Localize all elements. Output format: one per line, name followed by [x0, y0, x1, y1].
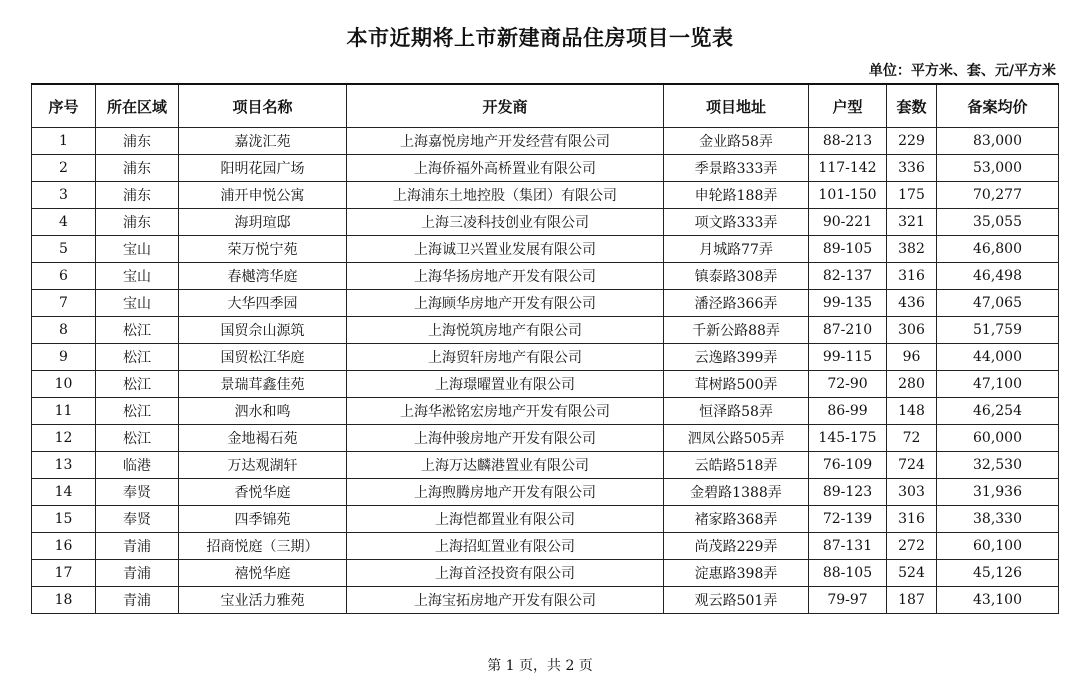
table-row — [32, 506, 1059, 533]
developer-cell: 上海悦筑房地产有限公司 — [347, 317, 664, 344]
table-row — [32, 290, 1059, 317]
developer-cell: 上海首泾投资有限公司 — [347, 560, 664, 587]
average-price-cell: 60,000 — [937, 425, 1059, 452]
table-row — [32, 236, 1059, 263]
row-number-cell: 10 — [32, 371, 96, 398]
average-price-cell: 43,100 — [937, 587, 1059, 614]
project-name-cell: 禧悦华庭 — [179, 560, 347, 587]
average-price-cell: 32,530 — [937, 452, 1059, 479]
unit-size-cell: 145-175 — [809, 425, 887, 452]
row-number-cell: 9 — [32, 344, 96, 371]
column-header: 序号 — [32, 84, 96, 128]
address-cell: 尚茂路229弄 — [664, 533, 809, 560]
unit-count-cell: 148 — [887, 398, 937, 425]
unit-size-cell: 89-105 — [809, 236, 887, 263]
address-cell: 金业路58弄 — [664, 128, 809, 155]
average-price-cell: 83,000 — [937, 128, 1059, 155]
column-header: 户型 — [809, 84, 887, 128]
address-cell: 千新公路88弄 — [664, 317, 809, 344]
unit-count-cell: 306 — [887, 317, 937, 344]
table-row — [32, 155, 1059, 182]
unit-count-cell: 321 — [887, 209, 937, 236]
address-cell: 云逸路399弄 — [664, 344, 809, 371]
table-row — [32, 182, 1059, 209]
developer-cell: 上海仲骏房地产开发有限公司 — [347, 425, 664, 452]
district-cell: 青浦 — [96, 587, 179, 614]
unit-count-cell: 316 — [887, 506, 937, 533]
developer-cell: 上海煦腾房地产开发有限公司 — [347, 479, 664, 506]
unit-count-cell: 382 — [887, 236, 937, 263]
unit-size-cell: 87-210 — [809, 317, 887, 344]
address-cell: 观云路501弄 — [664, 587, 809, 614]
district-cell: 浦东 — [96, 128, 179, 155]
address-cell: 镇泰路308弄 — [664, 263, 809, 290]
unit-size-cell: 82-137 — [809, 263, 887, 290]
row-number-cell: 12 — [32, 425, 96, 452]
address-cell: 茸树路500弄 — [664, 371, 809, 398]
average-price-cell: 38,330 — [937, 506, 1059, 533]
project-name-cell: 宝业活力雅苑 — [179, 587, 347, 614]
developer-cell: 上海宝拓房地产开发有限公司 — [347, 587, 664, 614]
project-name-cell: 阳明花园广场 — [179, 155, 347, 182]
unit-note: 单位：平方米、套、元/平方米 — [868, 63, 1056, 79]
column-header: 开发商 — [347, 84, 664, 128]
row-number-cell: 4 — [32, 209, 96, 236]
district-cell: 宝山 — [96, 290, 179, 317]
unit-count-cell: 187 — [887, 587, 937, 614]
unit-size-cell: 79-97 — [809, 587, 887, 614]
district-cell: 松江 — [96, 344, 179, 371]
project-name-cell: 招商悦庭（三期） — [179, 533, 347, 560]
column-header: 项目名称 — [179, 84, 347, 128]
developer-cell: 上海浦东土地控股（集团）有限公司 — [347, 182, 664, 209]
developer-cell: 上海嘉悦房地产开发经营有限公司 — [347, 128, 664, 155]
unit-size-cell: 99-135 — [809, 290, 887, 317]
unit-count-cell: 303 — [887, 479, 937, 506]
row-number-cell: 6 — [32, 263, 96, 290]
developer-cell: 上海招虹置业有限公司 — [347, 533, 664, 560]
average-price-cell: 51,759 — [937, 317, 1059, 344]
address-cell: 金碧路1388弄 — [664, 479, 809, 506]
project-name-cell: 香悦华庭 — [179, 479, 347, 506]
district-cell: 松江 — [96, 425, 179, 452]
developer-cell: 上海恺都置业有限公司 — [347, 506, 664, 533]
table-row — [32, 452, 1059, 479]
average-price-cell: 44,000 — [937, 344, 1059, 371]
column-header: 项目地址 — [664, 84, 809, 128]
address-cell: 淀惠路398弄 — [664, 560, 809, 587]
unit-size-cell: 72-139 — [809, 506, 887, 533]
project-name-cell: 金地褐石苑 — [179, 425, 347, 452]
unit-count-cell: 96 — [887, 344, 937, 371]
developer-cell: 上海璟曜置业有限公司 — [347, 371, 664, 398]
project-name-cell: 大华四季园 — [179, 290, 347, 317]
address-cell: 月城路77弄 — [664, 236, 809, 263]
table-body — [32, 128, 1059, 614]
row-number-cell: 7 — [32, 290, 96, 317]
unit-count-cell: 229 — [887, 128, 937, 155]
unit-count-cell: 436 — [887, 290, 937, 317]
project-name-cell: 泗水和鸣 — [179, 398, 347, 425]
developer-cell: 上海万达麟港置业有限公司 — [347, 452, 664, 479]
row-number-cell: 3 — [32, 182, 96, 209]
unit-size-cell: 72-90 — [809, 371, 887, 398]
table-row — [32, 533, 1059, 560]
district-cell: 奉贤 — [96, 506, 179, 533]
address-cell: 泗凤公路505弄 — [664, 425, 809, 452]
address-cell: 潘泾路366弄 — [664, 290, 809, 317]
table-row — [32, 263, 1059, 290]
average-price-cell: 46,800 — [937, 236, 1059, 263]
unit-count-cell: 724 — [887, 452, 937, 479]
project-name-cell: 四季锦苑 — [179, 506, 347, 533]
average-price-cell: 47,065 — [937, 290, 1059, 317]
row-number-cell: 11 — [32, 398, 96, 425]
average-price-cell: 46,498 — [937, 263, 1059, 290]
unit-size-cell: 86-99 — [809, 398, 887, 425]
developer-cell: 上海诚卫兴置业发展有限公司 — [347, 236, 664, 263]
district-cell: 浦东 — [96, 182, 179, 209]
table-row — [32, 128, 1059, 155]
unit-size-cell: 87-131 — [809, 533, 887, 560]
row-number-cell: 14 — [32, 479, 96, 506]
row-number-cell: 17 — [32, 560, 96, 587]
unit-size-cell: 90-221 — [809, 209, 887, 236]
table-row — [32, 398, 1059, 425]
address-cell: 褚家路368弄 — [664, 506, 809, 533]
table-row — [32, 587, 1059, 614]
average-price-cell: 35,055 — [937, 209, 1059, 236]
developer-cell: 上海贸轩房地产有限公司 — [347, 344, 664, 371]
row-number-cell: 15 — [32, 506, 96, 533]
address-cell: 项文路333弄 — [664, 209, 809, 236]
unit-count-cell: 280 — [887, 371, 937, 398]
unit-count-cell: 316 — [887, 263, 937, 290]
page-title: 本市近期将上市新建商品住房项目一览表 — [346, 26, 734, 50]
project-name-cell: 春樾湾华庭 — [179, 263, 347, 290]
average-price-cell: 31,936 — [937, 479, 1059, 506]
district-cell: 宝山 — [96, 236, 179, 263]
average-price-cell: 45,126 — [937, 560, 1059, 587]
column-header: 备案均价 — [937, 84, 1059, 128]
row-number-cell: 18 — [32, 587, 96, 614]
developer-cell: 上海顾华房地产开发有限公司 — [347, 290, 664, 317]
developer-cell: 上海华淞铭宏房地产开发有限公司 — [347, 398, 664, 425]
unit-size-cell: 117-142 — [809, 155, 887, 182]
unit-size-cell: 99-115 — [809, 344, 887, 371]
average-price-cell: 70,277 — [937, 182, 1059, 209]
unit-size-cell: 76-109 — [809, 452, 887, 479]
row-number-cell: 13 — [32, 452, 96, 479]
row-number-cell: 1 — [32, 128, 96, 155]
district-cell: 浦东 — [96, 209, 179, 236]
project-name-cell: 国贸松江华庭 — [179, 344, 347, 371]
table-row — [32, 344, 1059, 371]
district-cell: 松江 — [96, 371, 179, 398]
column-header: 所在区域 — [96, 84, 179, 128]
table-row — [32, 425, 1059, 452]
row-number-cell: 16 — [32, 533, 96, 560]
unit-count-cell: 272 — [887, 533, 937, 560]
project-name-cell: 万达观湖轩 — [179, 452, 347, 479]
table-row — [32, 209, 1059, 236]
project-name-cell: 浦开申悦公寓 — [179, 182, 347, 209]
district-cell: 松江 — [96, 317, 179, 344]
average-price-cell: 53,000 — [937, 155, 1059, 182]
address-cell: 季景路333弄 — [664, 155, 809, 182]
table-row — [32, 317, 1059, 344]
unit-size-cell: 89-123 — [809, 479, 887, 506]
district-cell: 青浦 — [96, 533, 179, 560]
district-cell: 宝山 — [96, 263, 179, 290]
unit-size-cell: 88-105 — [809, 560, 887, 587]
unit-count-cell: 336 — [887, 155, 937, 182]
address-cell: 申轮路188弄 — [664, 182, 809, 209]
project-name-cell: 嘉泷汇苑 — [179, 128, 347, 155]
district-cell: 临港 — [96, 452, 179, 479]
address-cell: 云皓路518弄 — [664, 452, 809, 479]
row-number-cell: 8 — [32, 317, 96, 344]
district-cell: 浦东 — [96, 155, 179, 182]
project-name-cell: 海玥瑄邸 — [179, 209, 347, 236]
table-row — [32, 560, 1059, 587]
district-cell: 奉贤 — [96, 479, 179, 506]
address-cell: 恒泽路58弄 — [664, 398, 809, 425]
developer-cell: 上海华扬房地产开发有限公司 — [347, 263, 664, 290]
table-header-row — [32, 84, 1059, 128]
table-row — [32, 479, 1059, 506]
district-cell: 松江 — [96, 398, 179, 425]
average-price-cell: 47,100 — [937, 371, 1059, 398]
project-name-cell: 荣万悦宁苑 — [179, 236, 347, 263]
housing-projects-table — [31, 83, 1059, 614]
developer-cell: 上海三凌科技创业有限公司 — [347, 209, 664, 236]
unit-size-cell: 101-150 — [809, 182, 887, 209]
row-number-cell: 2 — [32, 155, 96, 182]
developer-cell: 上海侨福外高桥置业有限公司 — [347, 155, 664, 182]
page-footer: 第 1 页，共 2 页 — [487, 658, 593, 674]
unit-count-cell: 72 — [887, 425, 937, 452]
average-price-cell: 46,254 — [937, 398, 1059, 425]
average-price-cell: 60,100 — [937, 533, 1059, 560]
unit-count-cell: 175 — [887, 182, 937, 209]
unit-size-cell: 88-213 — [809, 128, 887, 155]
project-name-cell: 国贸佘山源筑 — [179, 317, 347, 344]
unit-count-cell: 524 — [887, 560, 937, 587]
district-cell: 青浦 — [96, 560, 179, 587]
row-number-cell: 5 — [32, 236, 96, 263]
table-row — [32, 371, 1059, 398]
column-header: 套数 — [887, 84, 937, 128]
project-name-cell: 景瑞茸鑫佳苑 — [179, 371, 347, 398]
